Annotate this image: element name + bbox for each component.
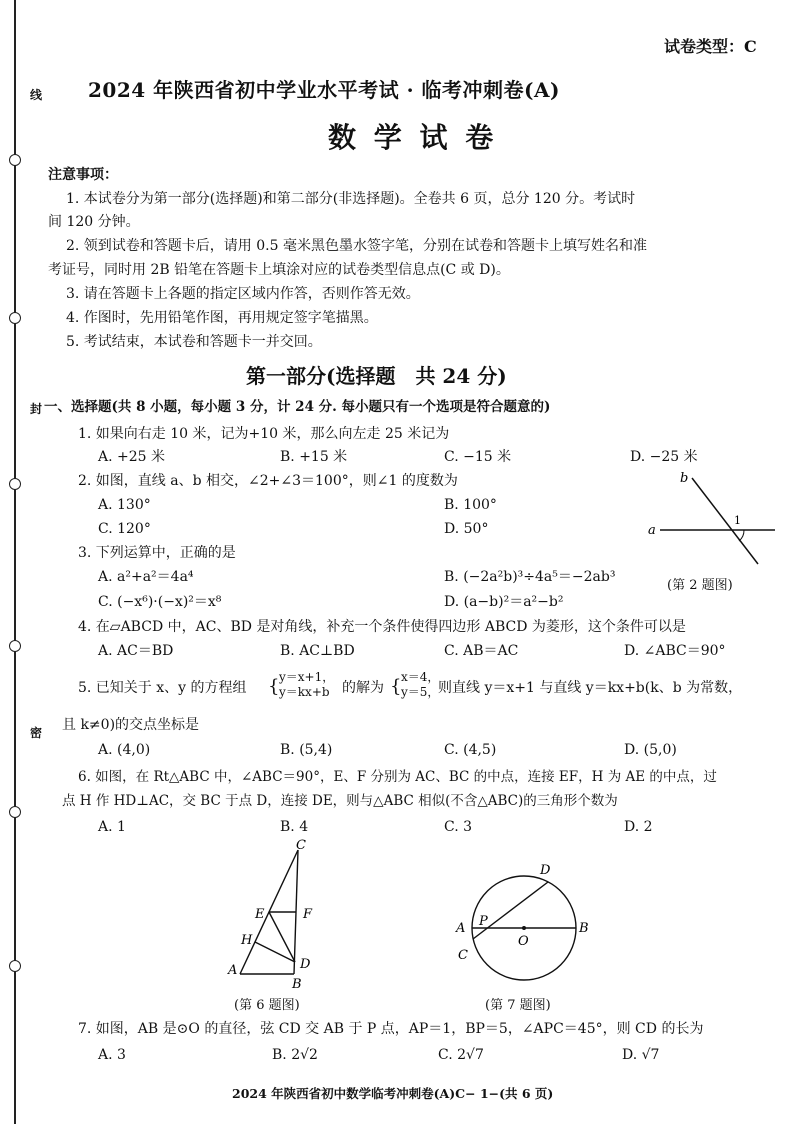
q3-option-b: B. (−2a²b)³÷4a⁵＝−2ab³ [444, 569, 616, 585]
segment-hd [255, 942, 295, 962]
label-A: A [228, 963, 238, 978]
label-A: A [456, 921, 466, 936]
notice-line: 1. 本试卷分为第一部分(选择题)和第二部分(非选择题)。全卷共 6 页，总分 120 分。考试时 [66, 191, 636, 207]
fig7-diagram [448, 852, 598, 990]
gutter-circle [9, 960, 21, 972]
q5-option-b: B. (5,4) [280, 742, 333, 758]
label-b: b [680, 471, 689, 486]
q4-option-b: B. AC⊥BD [280, 643, 355, 659]
gutter-label-feng: 封 [30, 402, 43, 416]
q4-option-c: C. AB＝AC [444, 643, 519, 659]
q1-option-a: A. +25 米 [98, 449, 166, 465]
q6-stem-1: 6. 如图，在 Rt△ABC 中，∠ABC＝90°，E、F 分别为 AC、BC 的中点，连接 EF，H 为 AE 的中点，过 [78, 769, 717, 785]
exam-title: 2024 年陕西省初中学业水平考试 · 临考冲刺卷(A) [88, 78, 560, 102]
q4-option-d: D. ∠ABC＝90° [624, 643, 726, 659]
q7-option-c: C. 2√7 [438, 1047, 484, 1063]
q6-option-d: D. 2 [624, 819, 653, 835]
q5-option-a: A. (4,0) [98, 742, 151, 758]
label-D: D [540, 863, 551, 878]
q1-option-d: D. −25 米 [630, 449, 698, 465]
part1-title: 第一部分(选择题 共 24 分) [246, 364, 507, 388]
q1-option-b: B. +15 米 [280, 449, 348, 465]
fig6-caption: (第 6 题图) [234, 998, 300, 1013]
notice-line: 间 120 分钟。 [48, 214, 140, 230]
q3-option-c: C. (−x⁶)·(−x)²＝x⁸ [98, 594, 222, 610]
q5-brace-2: { [390, 676, 402, 697]
gutter-circle [9, 806, 21, 818]
segment-de [269, 912, 295, 962]
notice-line: 2. 领到试卷和答题卡后，请用 0.5 毫米黑色墨水签字笔，分别在试卷和答题卡上填写姓名和准 [66, 238, 647, 254]
q6-option-b: B. 4 [280, 819, 309, 835]
subject-title: 数 学 试 卷 [328, 121, 498, 154]
q6-option-c: C. 3 [444, 819, 473, 835]
notice-line: 考证号，同时用 2B 铅笔在答题卡上填涂对应的试卷类型信息点(C 或 D)。 [48, 262, 510, 278]
gutter-label-xian: 线 [30, 88, 43, 102]
line-b [692, 478, 758, 564]
notice-line: 4. 作图时，先用铅笔作图，再用规定签字笔描黑。 [66, 310, 378, 326]
q5-option-d: D. (5,0) [624, 742, 677, 758]
fig2-diagram [640, 464, 780, 574]
gutter-circle [9, 312, 21, 324]
center-point [522, 926, 526, 930]
q3-stem: 3. 下列运算中，正确的是 [78, 545, 236, 561]
q2-option-d: D. 50° [444, 521, 489, 537]
q6-option-a: A. 1 [98, 819, 126, 835]
label-C: C [296, 838, 306, 853]
paper-type: 试卷类型：C [664, 37, 757, 56]
q2-option-b: B. 100° [444, 497, 497, 513]
q1-stem: 1. 如果向右走 10 米，记为+10 米，那么向左走 25 米记为 [78, 426, 450, 442]
notice-line: 5. 考试结束，本试卷和答题卡一并交回。 [66, 334, 322, 350]
q1-option-c: C. −15 米 [444, 449, 512, 465]
q3-option-d: D. (a−b)²＝a²−b² [444, 594, 564, 610]
q5-brace-1: { [268, 676, 280, 697]
q2-option-c: C. 120° [98, 521, 151, 537]
fig2-caption: (第 2 题图) [667, 578, 733, 593]
q6-stem-2: 点 H 作 HD⊥AC，交 BC 于点 D，连接 DE，则与△ABC 相似(不含△ABC)的三角形个数为 [62, 793, 618, 809]
page-footer: 2024 年陕西省初中数学临考冲刺卷(A)C− 1−(共 6 页) [232, 1086, 554, 1101]
q5-stem-c: 则直线 y＝x+1 与直线 y＝kx+b(k、b 为常数， [438, 680, 743, 696]
gutter-circle [9, 154, 21, 166]
fig6-diagram [222, 836, 332, 992]
q7-option-b: B. 2√2 [272, 1047, 318, 1063]
q4-stem: 4. 在▱ABCD 中，AC、BD 是对角线，补充一个条件使得四边形 ABCD 为菱形，这个条件可以是 [78, 619, 686, 635]
q7-option-a: A. 3 [98, 1047, 126, 1063]
q7-option-d: D. √7 [622, 1047, 660, 1063]
section-heading: 一、选择题(共 8 小题，每小题 3 分，计 24 分. 每小题只有一个选项是符合题意的) [44, 399, 551, 415]
q5-option-c: C. (4,5) [444, 742, 497, 758]
q2-option-a: A. 130° [98, 497, 151, 513]
notice-line: 3. 请在答题卡上各题的指定区域内作答，否则作答无效。 [66, 286, 420, 302]
label-B: B [579, 921, 589, 936]
chord-cd [473, 882, 548, 939]
fig7-caption: (第 7 题图) [485, 998, 551, 1013]
q2-stem: 2. 如图，直线 a、b 相交，∠2+∠3＝100°，则∠1 的度数为 [78, 473, 458, 489]
label-F: F [303, 907, 313, 922]
q5-stem-d: 且 k≠0)的交点坐标是 [62, 717, 200, 733]
gutter-label-mi: 密 [30, 726, 43, 740]
label-P: P [479, 914, 488, 929]
q5-system-2: x＝4， y＝5， [401, 670, 440, 699]
label-angle-1: 1 [734, 514, 741, 527]
label-O: O [518, 934, 529, 949]
q5-stem-a: 5. 已知关于 x、y 的方程组 [78, 680, 247, 696]
q5-system-1: y＝x+1， y＝kx+b [279, 670, 335, 699]
notice-heading: 注意事项： [48, 167, 118, 183]
q4-option-a: A. AC＝BD [98, 643, 174, 659]
q3-option-a: A. a²+a²＝4a⁴ [98, 569, 194, 585]
gutter-circle [9, 478, 21, 490]
label-B: B [292, 977, 302, 992]
label-D: D [300, 957, 311, 972]
label-E: E [255, 907, 265, 922]
q7-stem: 7. 如图，AB 是⊙O 的直径，弦 CD 交 AB 于 P 点，AP＝1，BP＝5，∠APC＝45°，则 CD 的长为 [78, 1021, 704, 1037]
binding-line [14, 0, 16, 1124]
label-H: H [241, 933, 253, 948]
q5-stem-b: 的解为 [342, 680, 384, 696]
label-C: C [458, 948, 468, 963]
label-a: a [648, 523, 656, 538]
gutter-circle [9, 640, 21, 652]
